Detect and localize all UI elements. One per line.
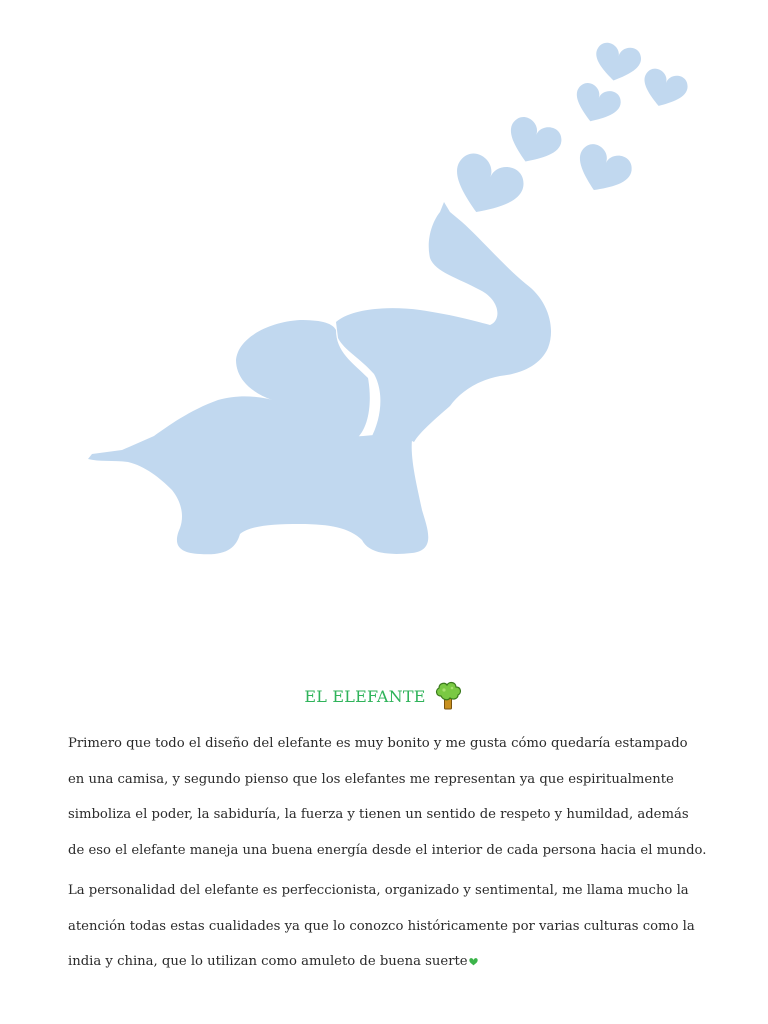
tree-icon — [432, 680, 464, 712]
title-row — [0, 680, 768, 712]
paragraph-2-text: La personalidad del elefante es perfeccionista, organizado y sentimental, me llama mucho la atención todas estas cualidades ya que lo conozco históricamente por varias culturas como la india y china, que lo utilizan como amuleto de buena suerte — [68, 883, 695, 969]
heart-1 — [444, 149, 528, 225]
paragraph-2 — [68, 873, 708, 980]
hearts-group — [444, 41, 690, 225]
paragraph-1: Primero que todo el diseño del elefante es muy bonito y me gusta cómo quedaría estampado en una camisa, y segundo pienso que los elefantes me representan ya que espiritualmente simboliza el poder, la sabiduría, la fuerza y tienen un sentido de respeto y humildad, además de eso el elefante maneja una buena energía desde el interior de cada persona hacia el mundo. — [68, 736, 707, 858]
page-title: EL ELEFANTE — [304, 686, 426, 706]
heart-2 — [501, 113, 565, 171]
heart-4 — [591, 41, 643, 85]
heart-3 — [569, 80, 624, 129]
body-text — [68, 726, 708, 980]
heart-6 — [569, 140, 636, 201]
heart-5 — [638, 66, 691, 113]
green-heart-icon — [469, 957, 478, 966]
elephant-silhouette — [88, 396, 428, 554]
